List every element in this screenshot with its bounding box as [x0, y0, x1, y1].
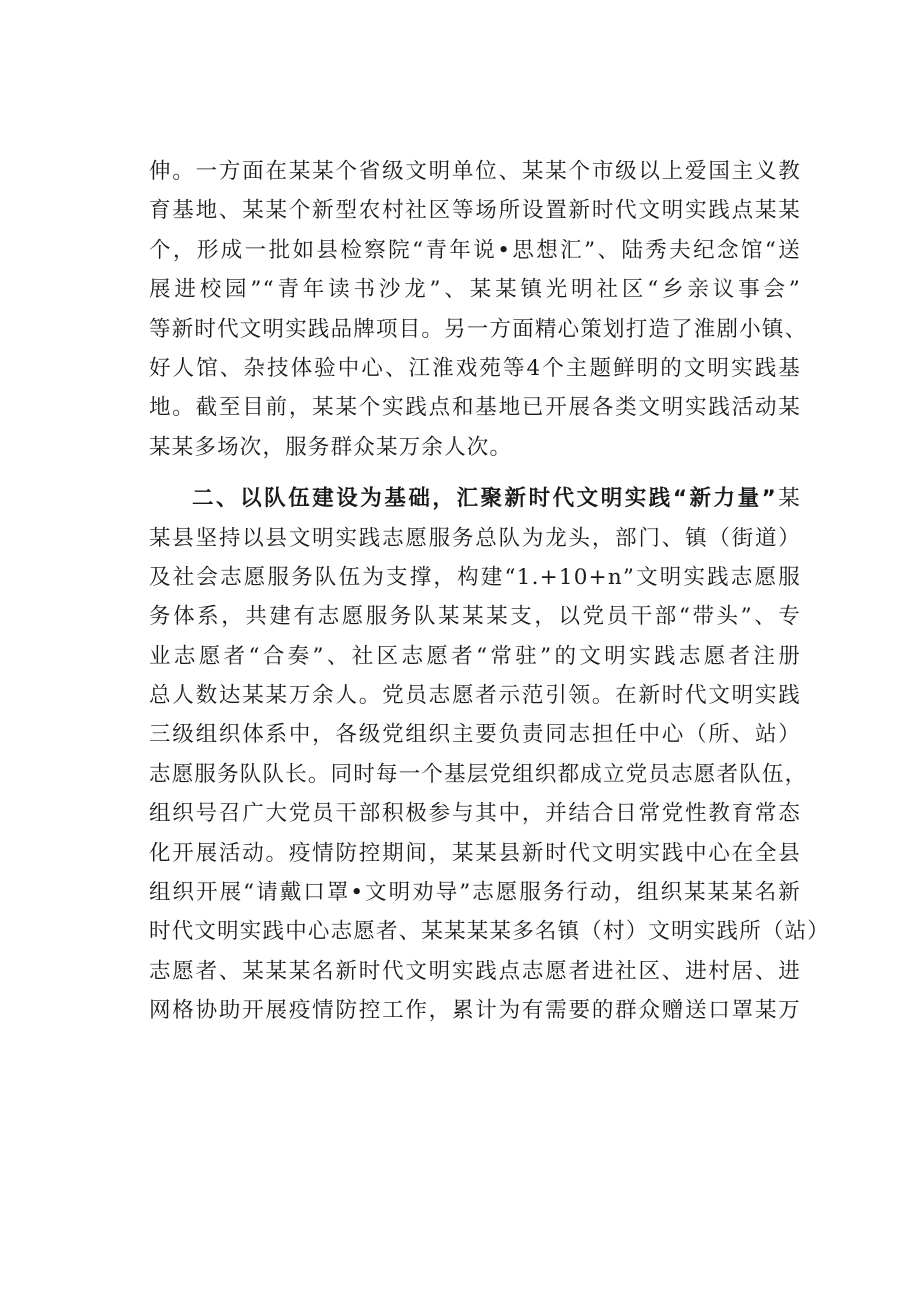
text-line: 某某多场次，服务群众某万余人次。: [149, 434, 513, 460]
text-line: 等新时代文明实践品牌项目。另一方面精心策划打造了淮剧小镇、: [149, 316, 808, 342]
text-line: 组织号召广大党员干部积极参与其中，并结合日常党性教育常态: [149, 801, 801, 827]
paragraph-1: [149, 152, 808, 467]
text-line: 伸。一方面在某某个省级文明单位、某某个市级以上爱国主义教: [149, 159, 801, 184]
text-line: 展进校园”“青年读书沙龙”、某某镇光明社区“乡亲议事会”: [149, 277, 801, 303]
text-line: 志愿者、某某某名新时代文明实践点志愿者进社区、进村居、进: [149, 958, 801, 984]
paragraph-gap: [149, 467, 801, 479]
text-line: 某县坚持以县文明实践志愿服务总队为龙头，部门、镇（街道）: [149, 525, 801, 551]
section-heading: 二、以队伍建设为基础，汇聚新时代文明实践“新力量”: [192, 486, 777, 512]
text-line: 业志愿者“合奏”、社区志愿者“常驻”的文明实践志愿者注册: [149, 643, 801, 669]
text-line: 网格协助开展疫情防控工作，累计为有需要的群众赠送口罩某万: [149, 998, 801, 1024]
text-line: 个，形成一批如县检察院“青年说•思想汇”、陆秀夫纪念馆“送: [149, 237, 801, 263]
text-line: 总人数达某某万余人。党员志愿者示范引领。在新时代文明实践: [149, 683, 801, 709]
paragraph-2: [149, 479, 831, 1030]
text-line: 务体系，共建有志愿服务队某某某支，以党员干部“带头”、专: [149, 604, 801, 630]
body-text: [149, 152, 831, 1031]
text-line: 志愿服务队队长。同时每一个基层党组织都成立党员志愿者队伍，: [149, 761, 808, 787]
heading-tail-text: 某: [776, 486, 802, 512]
text-line: 及社会志愿服务队伍为支撑，构建“1.+10+n”文明实践志愿服: [149, 564, 801, 590]
text-line: 化开展活动。疫情防控期间，某某县新时代文明实践中心在全县: [149, 840, 801, 866]
text-line: 三级组织体系中，各级党组织主要负责同志担任中心（所、站）: [149, 722, 801, 748]
text-line: 组织开展“请戴口罩•文明劝导”志愿服务行动，组织某某某名新: [149, 880, 801, 906]
text-line: 育基地、某某个新型农村社区等场所设置新时代文明实践点某某: [149, 198, 801, 224]
heading-line: [149, 479, 801, 518]
text-line: 时代文明实践中心志愿者、某某某某多名镇（村）文明实践所（站）: [149, 919, 831, 945]
text-line: 好人馆、杂技体验中心、江淮戏苑等4个主题鲜明的文明实践基: [149, 355, 801, 381]
text-line: 地。截至目前，某某个实践点和基地已开展各类文明实践活动某: [149, 395, 801, 421]
